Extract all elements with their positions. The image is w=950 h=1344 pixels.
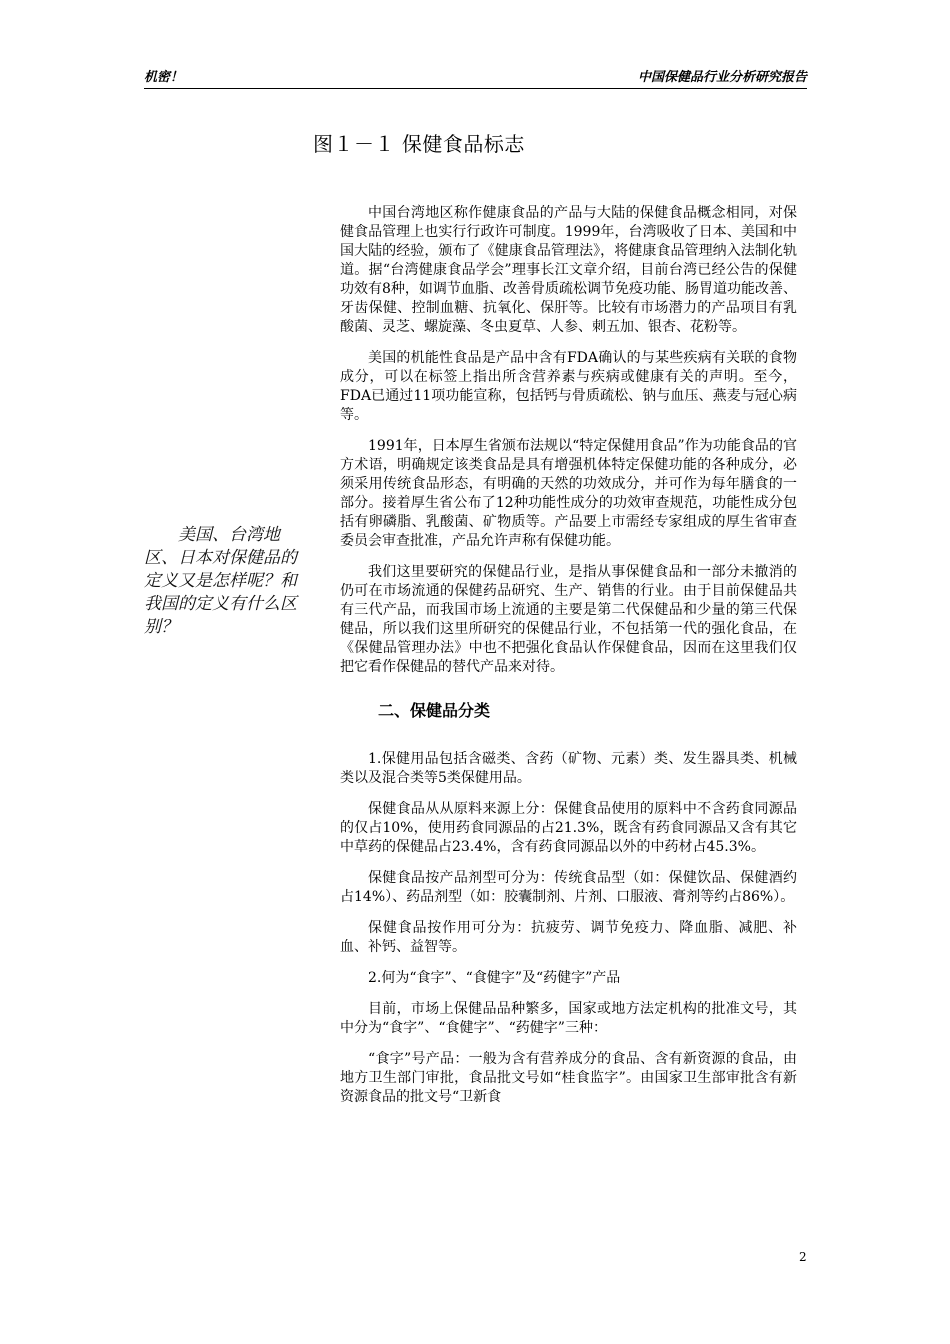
margin-note-line: 定义又是怎样呢？和 bbox=[144, 571, 297, 591]
paragraph-function: 保健食品按作用可分为：抗疲劳、调节免疫力、降血脂、减肥、补血、补钙、益智等。 bbox=[340, 920, 797, 955]
main-body bbox=[340, 204, 797, 1107]
margin-note-line: 我国的定义有什么区 bbox=[144, 594, 297, 614]
page-number: 2 bbox=[799, 1250, 807, 1264]
classification-section bbox=[340, 750, 797, 1107]
margin-note-line: 区、日本对保健品的 bbox=[144, 548, 297, 568]
paragraph-dosage-form: 保健食品按产品剂型可分为：传统食品型（如：保健饮品、保健酒约占14%）、药品剂型（如：胶囊制剂、片剂、口服液、膏剂等约占86%）。 bbox=[340, 870, 797, 905]
paragraph-taiwan: 中国台湾地区称作健康食品的产品与大陆的保健食品概念相同，对保健食品管理上也实行行政许可制度。1999年，台湾吸收了日本、美国和中国大陆的经验，颁布了《健康食品管理法》，将健康食品管理纳入法制化轨道。据“台湾健康食品学会”理事长江文章介绍，目前台湾已经公告的保健功效有8种，如调节血脂、改善骨质疏松调节免疫功能、肠胃道功能改善、牙齿保健、控制血糖、抗氧化、保肝等。比较有市场潜力的产品项目有乳酸菌、灵芝、螺旋藻、冬虫夏草、人参、刺五加、银杏、花粉等。 bbox=[340, 205, 797, 335]
paragraph-approval: 目前，市场上保健品品种繁多，国家或地方法定机构的批准文号，其中分为“食字”、“食健字”、“药健字”三种： bbox=[340, 1001, 797, 1036]
paragraph-approval-heading: 2.何为“食字”、“食健字”及“药健字”产品 bbox=[368, 970, 621, 986]
header-divider bbox=[144, 88, 807, 89]
paragraph-raw-material: 保健食品从从原料来源上分：保健食品使用的原料中不含药食同源品的仅占10%，使用药食同源品的占21.3%，既含有药食同源品又含有其它中草药的保健品占23.4%，含有药食同源品以外的中药材占45.3%。 bbox=[340, 801, 797, 855]
paragraph-scope: 我们这里要研究的保健品行业，是指从事保健食品和一部分未撤消的仍可在市场流通的保健药品研究、生产、销售的行业。由于目前保健品共有三代产品，而我国市场上流通的主要是第二代保健品和少量的第三代保健品，所以我们这里所研究的保健品行业，不包括第一代的强化食品，在《保健品管理办法》中也不把强化食品认作保健食品，因而在这里我们仅把它看作保健品的替代产品来对待。 bbox=[340, 564, 797, 675]
margin-note bbox=[144, 524, 324, 639]
paragraph-shizi: “食字”号产品：一般为含有营养成分的食品、含有新资源的食品，由地方卫生部门审批，食品批文号如“桂食监字”。由国家卫生部审批含有新资源食品的批文号“卫新食 bbox=[340, 1051, 797, 1105]
paragraph-usa: 美国的机能性食品是产品中含有FDA确认的与某些疾病有关联的食物成分，可以在标签上指出所含营养素与疾病或健康有关的声明。至今，FDA已通过11项功能宣称，包括钙与骨质疏松、钠与血压、燕麦与冠心病等。 bbox=[340, 350, 797, 423]
paragraph-health-products: 1.保健用品包括含磁类、含药（矿物、元素）类、发生器具类、机械类以及混合类等5类保健用品。 bbox=[340, 751, 797, 786]
paragraph-japan: 1991年，日本厚生省颁布法规以“特定保健用食品”作为功能食品的官方术语，明确规定该类食品是具有增强机体特定保健功能的各种成分，必须采用传统食品形态，有明确的天然的功效成分，并可作为每年膳食的一部分。接着厚生省公布了12种功能性成分的功效审查规范，功能性成分包括有卵磷脂、乳酸菌、矿物质等。产品要上市需经专家组成的厚生省审查委员会审查批准，产品允许声称有保健功能。 bbox=[340, 438, 797, 549]
header-confidential: 机密！ bbox=[144, 70, 184, 85]
header-report-title: 中国保健品行业分析研究报告 bbox=[637, 70, 807, 85]
section-heading: 二、保健品分类 bbox=[378, 701, 491, 720]
figure-caption: 图１－１ 保健食品标志 bbox=[313, 132, 525, 156]
margin-note-line: 美国、台湾地 bbox=[178, 525, 280, 545]
margin-note-line: 别？ bbox=[144, 617, 178, 637]
